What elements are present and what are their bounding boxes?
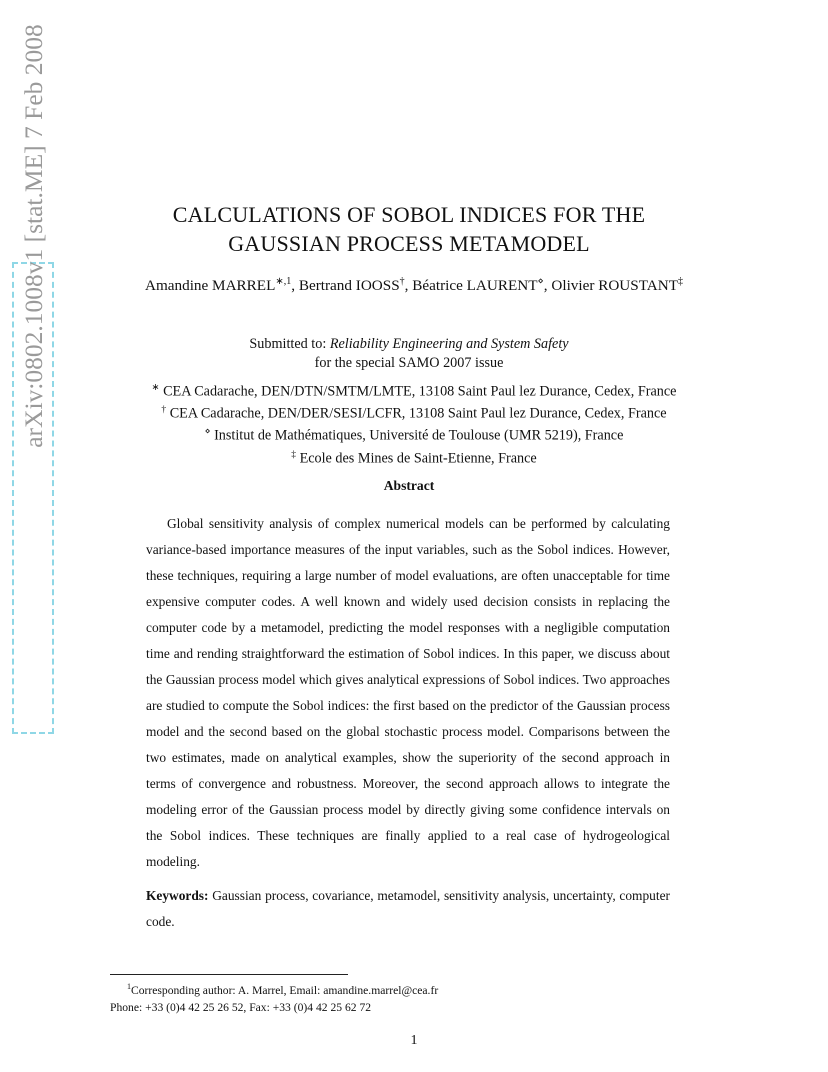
affiliation-item — [80, 423, 748, 445]
arxiv-stamp-text: arXiv:0802.1008v1 [stat.ME] 7 Feb 2008 — [19, 24, 48, 448]
author-name: Béatrice LAURENT — [412, 277, 538, 295]
submission-issue: for the special SAMO 2007 issue — [314, 355, 504, 371]
submission-note — [110, 335, 708, 373]
affiliation-mark: ‡ — [291, 449, 297, 460]
abstract-heading: Abstract — [383, 478, 435, 493]
title-line-2: GAUSSIAN PROCESS METAMODEL — [228, 231, 590, 256]
footnote-line-2: Phone: +33 (0)4 42 25 26 52, Fax: +33 (0)4 42 25 62 72 — [110, 1000, 372, 1014]
keywords-label: Keywords: — [146, 888, 209, 903]
author-mark: ⋄ — [537, 276, 544, 287]
affiliation-mark: ⋄ — [204, 427, 211, 438]
author-mark: ‡ — [678, 276, 683, 287]
title-line-1: CALCULATIONS OF SOBOL INDICES FOR THE — [172, 202, 646, 227]
paper-title — [110, 200, 708, 258]
page-number: 1 — [410, 1033, 418, 1048]
affiliation-text: Institut de Mathématiques, Université de Toulouse (UMR 5219), France — [210, 428, 624, 445]
affiliation-list — [80, 379, 748, 468]
author-list — [90, 276, 738, 295]
keywords — [146, 883, 670, 935]
author-mark: ∗,1 — [275, 276, 292, 287]
author-separator: , — [404, 277, 413, 295]
affiliation-text: CEA Cadarache, DEN/DER/SESI/LCFR, 13108 Saint Paul lez Durance, Cedex, France — [166, 405, 667, 422]
footnote-text: Corresponding author: A. Marrel, Email: amandine.marrel@cea.fr — [131, 983, 439, 997]
footnote — [110, 978, 750, 1016]
footnote-mark: 1 — [127, 982, 131, 991]
author-separator: , — [543, 277, 552, 295]
author-separator: , — [291, 277, 299, 295]
author-mark: † — [399, 276, 405, 287]
journal-name: Reliability Engineering and System Safety — [329, 336, 569, 352]
affiliation-mark: † — [161, 405, 167, 416]
footnote-line-1 — [110, 978, 750, 999]
submission-prefix: Submitted to: — [249, 336, 330, 352]
footnote-divider — [110, 974, 348, 975]
author-name: Bertrand IOOSS — [298, 277, 400, 295]
affiliation-item — [80, 446, 748, 468]
author-name: Amandine MARREL — [145, 277, 276, 295]
affiliation-item — [80, 401, 748, 423]
affiliation-text: CEA Cadarache, DEN/DTN/SMTM/LMTE, 13108 Saint Paul lez Durance, Cedex, France — [159, 383, 677, 400]
affiliation-mark: ∗ — [151, 383, 160, 393]
affiliation-item — [80, 379, 748, 401]
keywords-text: Gaussian process, covariance, metamodel, sensitivity analysis, uncertainty, computer code. — [146, 888, 670, 929]
author-name: Olivier ROUSTANT — [551, 277, 678, 295]
affiliation-text: Ecole des Mines de Saint-Etienne, France — [296, 450, 537, 467]
abstract-body: Global sensitivity analysis of complex numerical models can be performed by calculating variance-based importance measures of the input variables, such as the Sobol indices. However, these techniques, requiring a large number of model evaluations, are often unacceptable for time expensive computer codes. A well known and widely used decision consists in replacing the computer code by a metamodel, predicting the model responses with a negligible computation time and rending straightforward the estimation of Sobol indices. In this paper, we discuss about the Gaussian process model which gives analytical expressions of Sobol indices. Two approaches are studied to compute the Sobol indices: the first based on the predictor of the Gaussian process model and the second based on the global stochastic process model. Comparisons between the two estimates, made on analytical examples, show the superiority of the second approach in terms of convergence and robustness. Moreover, the second approach allows to integrate the modeling error of the Gaussian process model by directly giving some confidence intervals on the Sobol indices. These techniques are finally applied to a real case of hydrogeological modeling. — [146, 516, 670, 869]
